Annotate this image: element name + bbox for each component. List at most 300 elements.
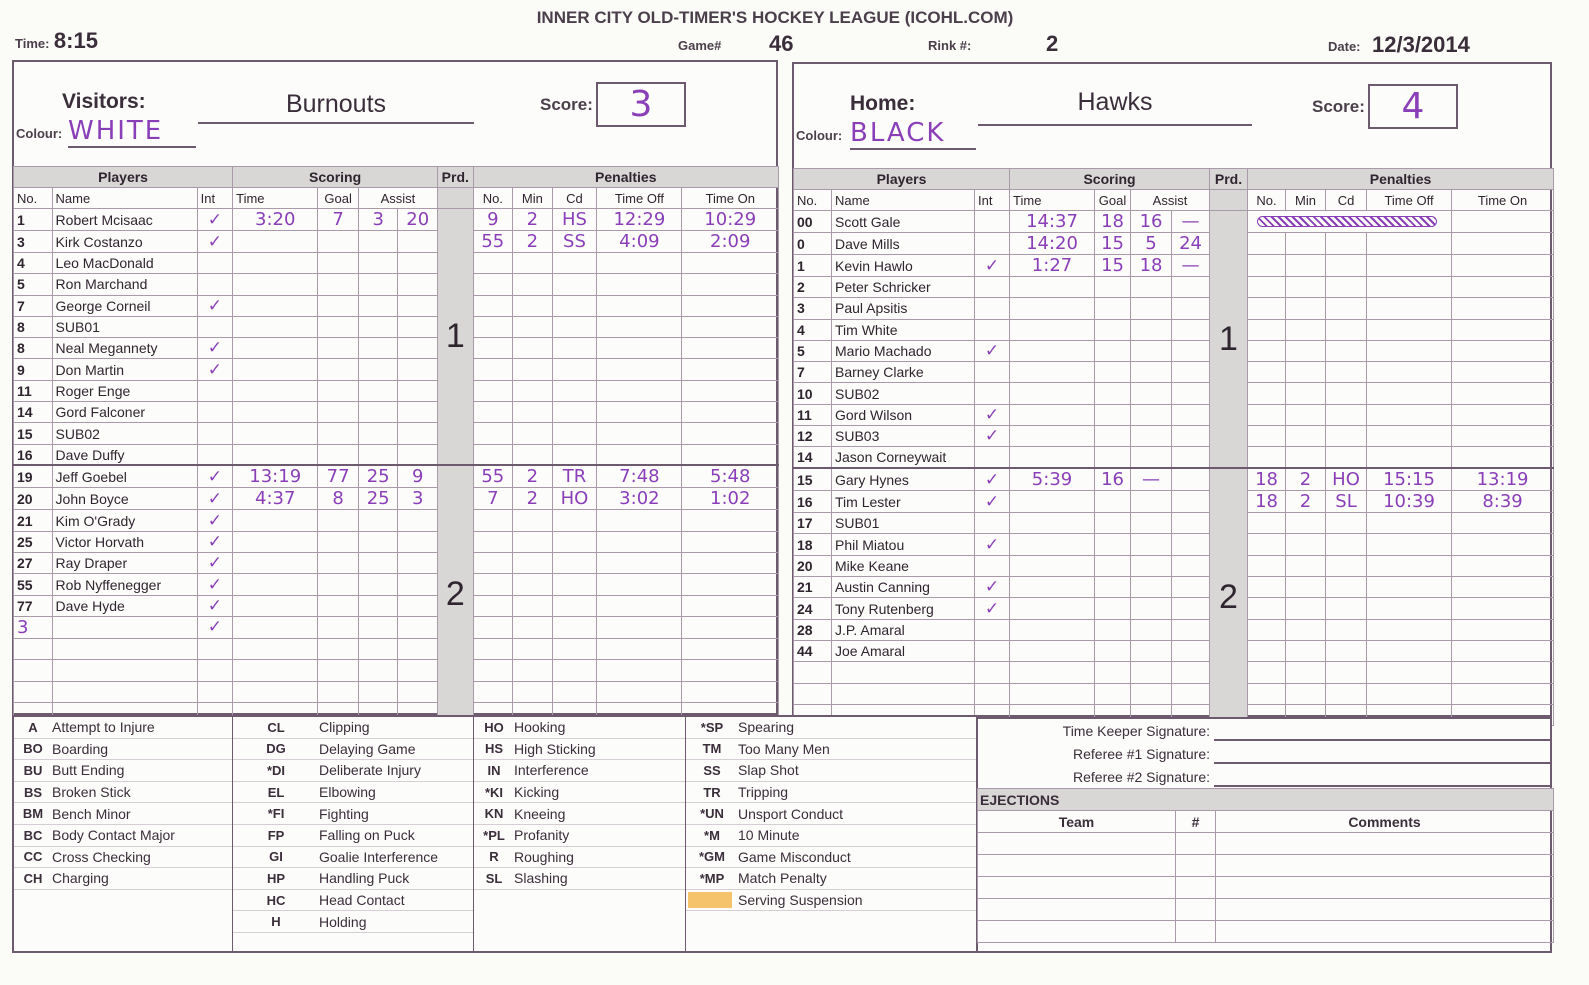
check-mark-icon: ✓ — [197, 465, 233, 488]
penalty-min — [1286, 598, 1326, 619]
time-on-col: Time On — [682, 188, 779, 209]
player-name: Ron Marchand — [52, 274, 197, 295]
penalty-cd — [552, 274, 597, 295]
scoring-goal — [1095, 555, 1131, 576]
scoring-assist2 — [398, 359, 438, 380]
penalty-on — [1452, 640, 1554, 661]
penalty-cd — [552, 316, 597, 337]
scoring-time — [233, 553, 318, 574]
penalty-description: High Sticking — [514, 740, 596, 757]
player-row — [794, 233, 1554, 255]
player-row — [794, 383, 1554, 404]
player-name — [52, 660, 197, 681]
player-number — [14, 681, 53, 702]
player-row — [794, 447, 1554, 468]
scoring-assist1 — [1131, 404, 1172, 425]
penalty-on: 2:09 — [682, 231, 779, 253]
player-number: 25 — [14, 531, 53, 552]
penalty-cd — [1326, 298, 1367, 319]
penalty-description: Slashing — [514, 870, 568, 887]
penalty-min — [513, 553, 553, 574]
player-number: 11 — [794, 404, 832, 425]
scoring-assist2 — [398, 660, 438, 681]
scoring-time — [233, 423, 318, 444]
scoring-assist1 — [1131, 383, 1172, 404]
ejection-cell[interactable] — [1216, 877, 1554, 899]
penalty-off — [1367, 447, 1452, 468]
penalty-code: KN — [484, 806, 504, 822]
scoring-goal: 15 — [1095, 255, 1131, 277]
penalty-on — [1452, 340, 1554, 361]
penalty-description: Unsport Conduct — [738, 805, 844, 822]
penalty-description: Kicking — [514, 784, 560, 801]
player-row — [794, 340, 1554, 361]
player-row — [794, 277, 1554, 298]
player-name: J.P. Amaral — [832, 619, 975, 640]
scoring-goal — [1095, 534, 1131, 555]
player-name: Jason Corneywait — [832, 447, 975, 468]
ejection-cell[interactable] — [1216, 855, 1554, 877]
scoring-goal — [318, 531, 359, 552]
pen-no-col: No. — [1248, 190, 1286, 211]
scoring-assist2: — — [1172, 211, 1210, 233]
penalty-min — [513, 616, 553, 638]
scoring-assist1 — [358, 574, 398, 595]
game-label: Game# — [678, 38, 722, 53]
scoring-goal — [1095, 404, 1131, 425]
penalty-on — [1452, 513, 1554, 534]
penalty-off — [597, 402, 682, 423]
player-name: Tony Rutenberg — [832, 598, 975, 619]
scoring-time — [233, 316, 318, 337]
penalty-no — [473, 380, 513, 401]
penalty-on — [682, 660, 779, 681]
penalty-no — [473, 574, 513, 595]
legend-item — [14, 868, 232, 890]
penalty-min: 2 — [513, 488, 553, 510]
player-row — [14, 660, 779, 681]
scoring-assist2 — [398, 423, 438, 444]
penalty-description: Charging — [52, 870, 109, 887]
penalty-min — [513, 316, 553, 337]
scoring-time — [1010, 447, 1095, 468]
scoring-assist1 — [358, 553, 398, 574]
check-mark-icon — [975, 211, 1010, 233]
penalty-off — [597, 638, 682, 659]
penalty-min — [513, 423, 553, 444]
pen-cd-col: Cd — [1326, 190, 1367, 211]
scoring-goal: 8 — [318, 488, 359, 510]
scoring-assist2 — [398, 274, 438, 295]
player-number: 7 — [794, 362, 832, 383]
scoring-assist1 — [358, 380, 398, 401]
penalty-off — [597, 444, 682, 465]
penalty-code: TM — [702, 741, 722, 757]
penalty-description: Elbowing — [319, 784, 376, 801]
ejection-cell[interactable] — [978, 877, 1176, 899]
scoring-assist1 — [1131, 426, 1172, 447]
penalty-min — [513, 638, 553, 659]
scoring-assist1 — [1131, 277, 1172, 298]
player-number: 4 — [14, 253, 53, 274]
ejection-cell[interactable] — [1176, 899, 1216, 921]
scoring-goal — [1095, 383, 1131, 404]
scoring-assist1 — [1131, 555, 1172, 576]
player-name — [52, 681, 197, 702]
penalty-code: HO — [484, 719, 504, 735]
ejection-cell[interactable] — [1216, 899, 1554, 921]
penalty-code: A — [28, 719, 38, 735]
ejection-cell[interactable] — [978, 855, 1176, 877]
scoring-assist2 — [398, 616, 438, 638]
ejection-cell[interactable] — [1216, 833, 1554, 855]
scoring-goal — [1095, 513, 1131, 534]
penalty-min — [1286, 426, 1326, 447]
penalty-code: BC — [23, 827, 43, 843]
penalty-cd — [1326, 555, 1367, 576]
penalty-cd — [552, 595, 597, 616]
penalty-off — [1367, 513, 1452, 534]
penalty-on: 1:02 — [682, 488, 779, 510]
scoring-assist2 — [398, 681, 438, 702]
scoring-time — [233, 359, 318, 380]
player-name: Paul Apsitis — [832, 298, 975, 319]
penalty-code: *DI — [266, 762, 286, 778]
penalty-min — [513, 338, 553, 359]
goal-col: Goal — [1095, 190, 1131, 211]
penalty-on: 10:29 — [682, 209, 779, 231]
scoring-assist2: 24 — [1172, 233, 1210, 255]
player-row — [794, 640, 1554, 661]
penalty-cd — [1326, 619, 1367, 640]
player-row — [794, 577, 1554, 598]
penalty-off: 7:48 — [597, 465, 682, 488]
check-mark-icon — [975, 513, 1010, 534]
penalty-cd — [552, 681, 597, 702]
game-number: 46 — [769, 31, 794, 56]
goal-col: Goal — [318, 188, 359, 209]
ejection-cell[interactable] — [1176, 855, 1216, 877]
ejections-comments-header: Comments — [1216, 811, 1554, 833]
visitors-team-name: Burnouts — [198, 90, 474, 124]
penalty-on — [1452, 362, 1554, 383]
penalty-cd — [552, 423, 597, 444]
player-name: Gord Falconer — [52, 402, 197, 423]
penalty-no — [473, 616, 513, 638]
player-row — [794, 683, 1554, 704]
player-row — [14, 465, 779, 488]
penalty-min — [1286, 555, 1326, 576]
check-mark-icon — [975, 662, 1010, 683]
scoring-assist2 — [398, 295, 438, 316]
scoring-assist1 — [358, 510, 398, 531]
scoring-assist2 — [1172, 534, 1210, 555]
player-row — [14, 402, 779, 423]
scoring-assist2 — [1172, 577, 1210, 598]
penalty-code: SS — [703, 762, 721, 778]
scoring-assist2 — [398, 338, 438, 359]
penalty-off — [1367, 255, 1452, 277]
legend-item — [14, 760, 232, 782]
check-mark-icon — [197, 660, 233, 681]
scoring-assist2 — [398, 444, 438, 465]
player-row — [14, 574, 779, 595]
penalty-on — [1452, 577, 1554, 598]
player-row — [794, 555, 1554, 576]
check-mark-icon — [975, 555, 1010, 576]
int-col: Int — [197, 188, 233, 209]
player-number: 17 — [794, 513, 832, 534]
penalty-cd — [1326, 404, 1367, 425]
timekeeper-signature-line[interactable] — [1214, 725, 1550, 741]
int-col: Int — [975, 190, 1010, 211]
check-mark-icon: ✓ — [197, 574, 233, 595]
legend-item — [686, 825, 978, 847]
penalty-on — [682, 444, 779, 465]
player-name: Tim White — [832, 319, 975, 340]
penalty-no — [473, 595, 513, 616]
penalty-min — [1286, 447, 1326, 468]
penalty-off — [597, 253, 682, 274]
penalty-cd — [552, 444, 597, 465]
scoring-time — [1010, 598, 1095, 619]
penalty-on: 5:48 — [682, 465, 779, 488]
penalty-description: Spearing — [738, 719, 795, 736]
penalty-off — [1367, 683, 1452, 704]
penalty-cd — [1326, 640, 1367, 661]
player-row — [794, 619, 1554, 640]
legend-item — [233, 717, 473, 739]
ejection-cell[interactable] — [1176, 921, 1216, 943]
player-row — [14, 209, 779, 231]
penalty-cd — [552, 638, 597, 659]
time-col: Time — [1010, 190, 1095, 211]
penalty-cd — [1326, 255, 1367, 277]
ejection-cell[interactable] — [1176, 877, 1216, 899]
player-row — [14, 316, 779, 337]
player-name — [52, 638, 197, 659]
penalty-cd: HS — [552, 209, 597, 231]
player-name: Austin Canning — [832, 577, 975, 598]
penalty-min — [1286, 233, 1326, 255]
scoring-time — [233, 444, 318, 465]
player-name: Neal Megannety — [52, 338, 197, 359]
player-row — [14, 488, 779, 510]
penalty-description: Deliberate Injury — [319, 762, 421, 779]
penalties-header: Penalties — [473, 167, 778, 188]
check-mark-icon — [197, 316, 233, 337]
scoring-assist2 — [398, 595, 438, 616]
penalty-no — [1248, 362, 1286, 383]
scoring-time — [233, 681, 318, 702]
penalty-min: 2 — [513, 465, 553, 488]
scoring-assist1 — [358, 274, 398, 295]
penalty-description: Fighting — [319, 805, 369, 822]
penalty-no — [1248, 383, 1286, 404]
penalty-min — [1286, 383, 1326, 404]
period-number: 2 — [438, 465, 474, 723]
penalty-code: GI — [269, 849, 283, 865]
penalty-no — [473, 316, 513, 337]
player-row — [794, 468, 1554, 491]
penalty-min — [1286, 298, 1326, 319]
no-col: No. — [794, 190, 832, 211]
penalty-on — [1452, 683, 1554, 704]
scoring-time — [233, 295, 318, 316]
penalty-code: *FI — [267, 806, 285, 822]
penalty-min — [513, 681, 553, 702]
penalty-code: *M — [704, 827, 720, 843]
player-name: Mike Keane — [832, 555, 975, 576]
ejection-cell[interactable] — [978, 921, 1176, 943]
check-mark-icon: ✓ — [975, 404, 1010, 425]
check-mark-icon: ✓ — [975, 577, 1010, 598]
penalty-description: Roughing — [514, 848, 574, 865]
penalty-cd — [552, 380, 597, 401]
check-mark-icon — [197, 681, 233, 702]
player-number: 16 — [794, 491, 832, 513]
penalty-cd — [552, 402, 597, 423]
scoring-time — [1010, 577, 1095, 598]
penalty-code: *PL — [483, 827, 505, 843]
penalty-cd — [1326, 319, 1367, 340]
player-number: 20 — [14, 488, 53, 510]
rink-label: Rink #: — [928, 38, 972, 53]
home-score: 4 — [1368, 84, 1458, 129]
legend-item — [686, 803, 978, 825]
player-row — [14, 359, 779, 380]
player-row — [794, 255, 1554, 277]
penalty-on — [682, 510, 779, 531]
player-name: Leo MacDonald — [52, 253, 197, 274]
check-mark-icon — [975, 277, 1010, 298]
scoring-time — [233, 380, 318, 401]
referee2-signature-line[interactable] — [1214, 771, 1550, 787]
scoring-goal — [318, 380, 359, 401]
penalty-on — [682, 681, 779, 702]
scoring-time — [1010, 619, 1095, 640]
player-row — [794, 513, 1554, 534]
player-number: 44 — [794, 640, 832, 661]
ejection-row — [978, 833, 1554, 855]
player-name: Scott Gale — [832, 211, 975, 233]
scoring-goal — [318, 681, 359, 702]
scoring-assist2 — [1172, 683, 1210, 704]
penalty-description: Hooking — [514, 719, 566, 736]
penalty-cd — [552, 531, 597, 552]
penalty-cd — [552, 510, 597, 531]
penalty-code — [688, 892, 732, 908]
penalty-on — [682, 553, 779, 574]
penalty-no — [473, 531, 513, 552]
player-row — [14, 295, 779, 316]
player-number: 00 — [794, 211, 832, 233]
player-row — [14, 231, 779, 253]
check-mark-icon — [197, 380, 233, 401]
player-name: Roger Enge — [52, 380, 197, 401]
check-mark-icon — [975, 447, 1010, 468]
legend-item — [14, 782, 232, 804]
penalty-no: 55 — [473, 231, 513, 253]
scoring-goal — [318, 595, 359, 616]
penalty-code: CH — [23, 870, 43, 886]
penalty-no — [1248, 277, 1286, 298]
penalty-no — [473, 359, 513, 380]
visitors-label: Visitors: — [62, 90, 146, 113]
ejection-cell[interactable] — [978, 833, 1176, 855]
penalty-code: *MP — [699, 870, 725, 886]
ejections-title-row — [978, 789, 1554, 811]
ejection-cell[interactable] — [978, 899, 1176, 921]
penalty-off — [597, 531, 682, 552]
player-name: Kirk Costanzo — [52, 231, 197, 253]
home-colour-label: Colour: — [796, 128, 843, 143]
prd-col — [438, 188, 474, 209]
player-row — [14, 681, 779, 702]
penalty-cd: TR — [552, 465, 597, 488]
penalty-cd — [552, 359, 597, 380]
referee1-signature-line[interactable] — [1214, 748, 1550, 764]
scoring-assist2 — [398, 574, 438, 595]
penalty-on — [682, 253, 779, 274]
penalty-no — [1248, 319, 1286, 340]
scoring-time — [1010, 383, 1095, 404]
penalty-cd — [552, 553, 597, 574]
player-number: 21 — [794, 577, 832, 598]
game-time: 8:15 — [53, 28, 98, 53]
legend-item — [233, 782, 473, 804]
penalty-code: FP — [267, 827, 285, 843]
column-header-row — [794, 190, 1554, 211]
player-name: Joe Amaral — [832, 640, 975, 661]
scoring-assist2 — [1172, 555, 1210, 576]
penalty-no — [1248, 534, 1286, 555]
penalty-min — [513, 574, 553, 595]
check-mark-icon — [197, 638, 233, 659]
scoring-assist1 — [1131, 534, 1172, 555]
scoring-time — [1010, 513, 1095, 534]
scoring-goal — [318, 402, 359, 423]
scoring-assist2: — — [1172, 255, 1210, 277]
penalty-min — [513, 660, 553, 681]
player-number: 16 — [14, 444, 53, 465]
scoring-time: 5:39 — [1010, 468, 1095, 491]
legend-item — [686, 890, 978, 912]
player-number: 15 — [794, 468, 832, 491]
scoring-goal — [1095, 662, 1131, 683]
legend-item — [233, 911, 473, 933]
scoring-goal: 16 — [1095, 468, 1131, 491]
player-number: 2 — [794, 277, 832, 298]
scoring-assist2 — [398, 380, 438, 401]
scoring-goal: 77 — [318, 465, 359, 488]
time-col: Time — [233, 188, 318, 209]
penalty-off — [1367, 619, 1452, 640]
player-name: George Corneil — [52, 295, 197, 316]
ejection-cell[interactable] — [1216, 921, 1554, 943]
prd-col — [1210, 190, 1248, 211]
legend-item — [233, 825, 473, 847]
penalty-description: Body Contact Major — [52, 827, 175, 844]
scoring-time — [233, 574, 318, 595]
player-number: 7 — [14, 295, 53, 316]
penalty-no — [1248, 447, 1286, 468]
scoring-time: 14:37 — [1010, 211, 1095, 233]
penalty-code: EL — [267, 784, 285, 800]
scoring-time: 14:20 — [1010, 233, 1095, 255]
ejection-cell[interactable] — [1176, 833, 1216, 855]
penalty-off: 15:15 — [1367, 468, 1452, 491]
